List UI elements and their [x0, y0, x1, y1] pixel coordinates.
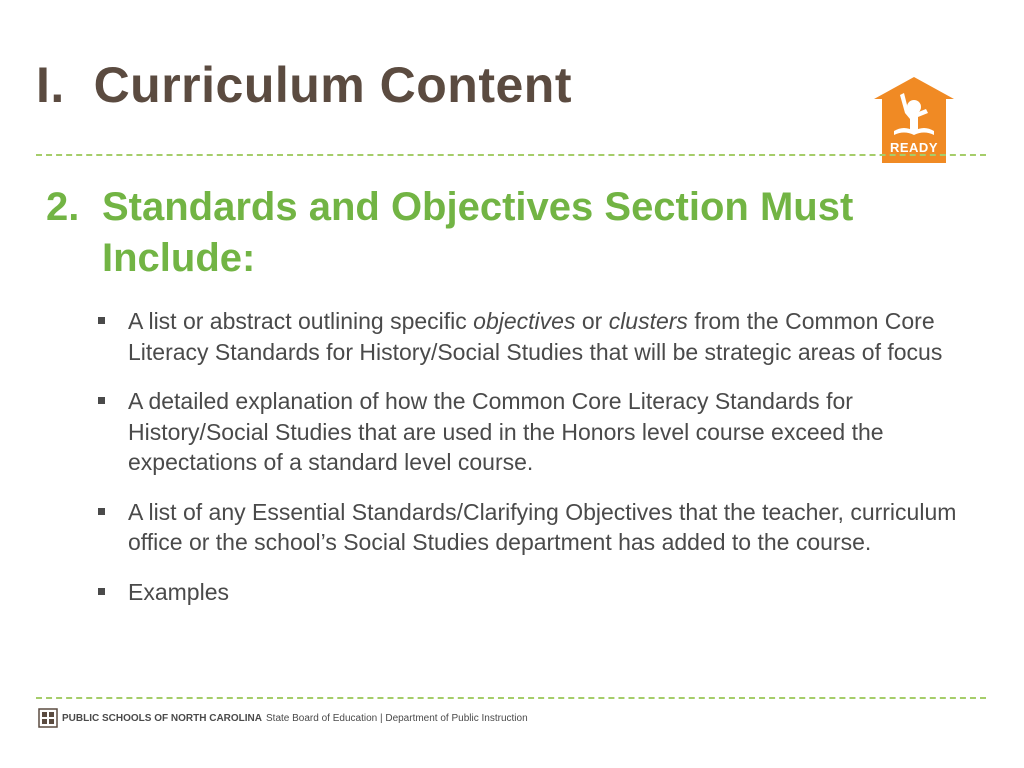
footer-text: State Board of Education | Department of Public Instruction: [266, 712, 528, 724]
footer: [38, 708, 528, 728]
bullet-square-icon: [98, 317, 105, 324]
bullet-text: or: [575, 308, 609, 334]
bullet-list: [96, 306, 986, 626]
nc-seal-icon: [38, 708, 58, 728]
bullet-square-icon: [98, 588, 105, 595]
bullet-text: clusters: [608, 308, 688, 334]
bullet-text: from the Common Core Literacy Standards for History/Social Studies that will be strategic areas of focus: [128, 308, 943, 365]
bullet-item: [96, 306, 986, 367]
bullet-text: Examples: [128, 578, 229, 605]
bullet-text: A list or abstract outlining specific: [128, 308, 474, 334]
bullet-text: objectives: [473, 308, 576, 334]
bottom-divider: [36, 697, 986, 699]
logo-label: READY: [889, 140, 938, 155]
top-divider: [36, 154, 986, 156]
bullet-item: [96, 577, 986, 608]
section-heading-text: Standards and Objectives Section Must Include:: [102, 185, 854, 280]
footer-org: PUBLIC SCHOOLS OF NORTH CAROLINA: [62, 712, 262, 724]
bullet-item: [96, 497, 986, 558]
bullet-square-icon: [98, 508, 105, 515]
bullet-item: [96, 386, 986, 478]
section-number: 2.: [46, 185, 80, 229]
bullet-text: A list of any Essential Standards/Clarifying Objectives that the teacher, curriculum office or the school’s Social Studies department has added to the course.: [128, 498, 957, 555]
slide-title: I. Curriculum Content: [36, 57, 572, 113]
bullet-square-icon: [98, 397, 105, 404]
bullet-text: A detailed explanation of how the Common Core Literacy Standards for History/Social Studies that are used in the Honors level course exceed the expectations of a standard level course.: [128, 388, 884, 475]
